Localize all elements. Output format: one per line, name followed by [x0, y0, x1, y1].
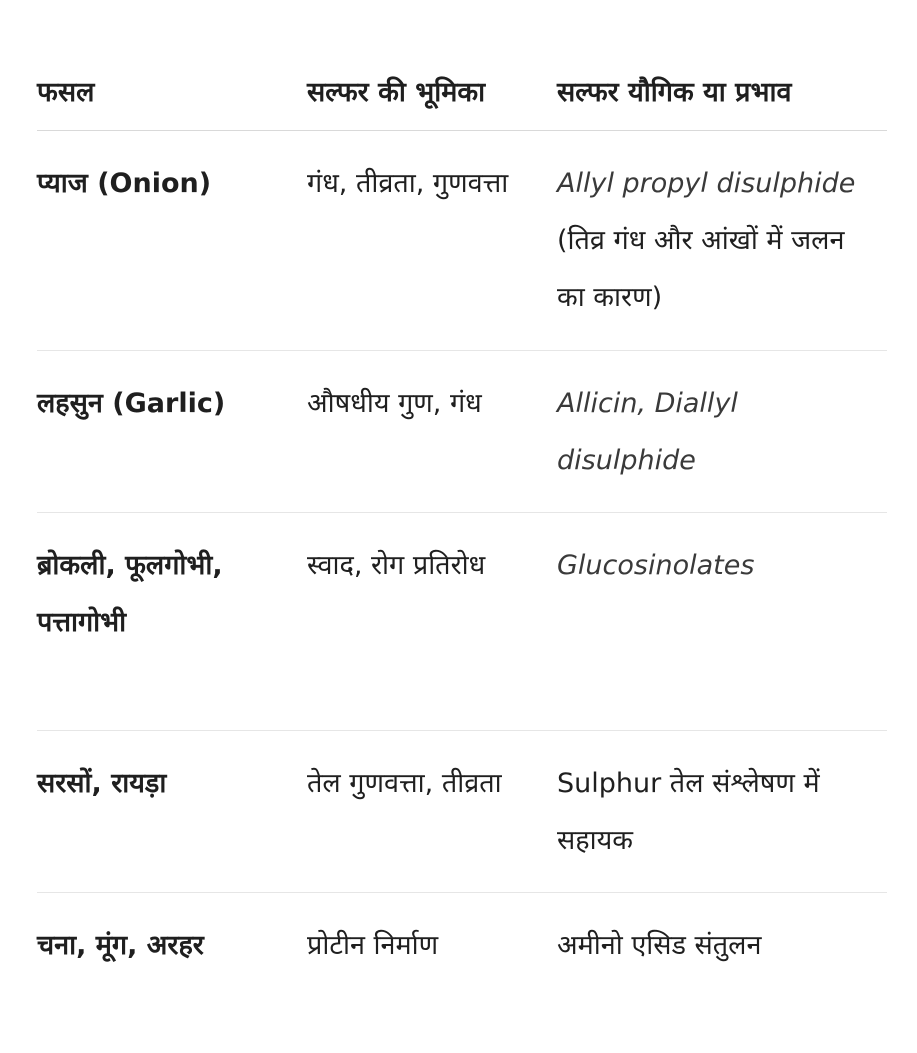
- effect-compound: Allyl propyl disulphide: [557, 168, 856, 199]
- effect-cell: [557, 513, 887, 730]
- table-row: [37, 131, 887, 351]
- header-sulphur-compound: सल्फर यौगिक या प्रभाव: [557, 77, 792, 108]
- sulphur-crop-table: [37, 30, 887, 1053]
- role-cell: तेल गुणवत्ता, तीव्रता: [307, 768, 502, 799]
- header-sulphur-role: सल्फर की भूमिका: [307, 77, 486, 108]
- crop-cell: लहसुन (Garlic): [37, 388, 226, 419]
- effect-cell: [557, 131, 887, 350]
- effect-compound: Allicin, Diallyl disulphide: [557, 388, 738, 476]
- effect-cell: [557, 351, 887, 513]
- effect-note: Sulphur तेल संश्लेषण में सहायक: [557, 768, 820, 856]
- table-row: [37, 893, 887, 1053]
- role-cell: औषधीय गुण, गंध: [307, 388, 482, 419]
- role-cell: गंध, तीव्रता, गुणवत्ता: [307, 168, 509, 199]
- crop-cell: चना, मूंग, अरहर: [37, 930, 204, 961]
- crop-cell: सरसों, रायड़ा: [37, 768, 167, 799]
- table-row: [37, 731, 887, 893]
- table-row: [37, 351, 887, 513]
- effect-cell: [557, 731, 887, 893]
- effect-note: (तिव्र गंध और आंखों में जलन का कारण): [557, 225, 845, 313]
- crop-cell: ब्रोकली, फूलगोभी, पत्तागोभी: [37, 550, 223, 638]
- crop-cell: प्याज (Onion): [37, 168, 212, 199]
- table-header-row: [37, 30, 887, 131]
- header-crop: फसल: [37, 77, 95, 108]
- effect-cell: [557, 893, 887, 1053]
- table-row: [37, 513, 887, 731]
- role-cell: प्रोटीन निर्माण: [307, 930, 439, 961]
- effect-note: अमीनो एसिड संतुलन: [557, 930, 762, 961]
- effect-compound: Glucosinolates: [557, 550, 755, 581]
- role-cell: स्वाद, रोग प्रतिरोध: [307, 550, 486, 581]
